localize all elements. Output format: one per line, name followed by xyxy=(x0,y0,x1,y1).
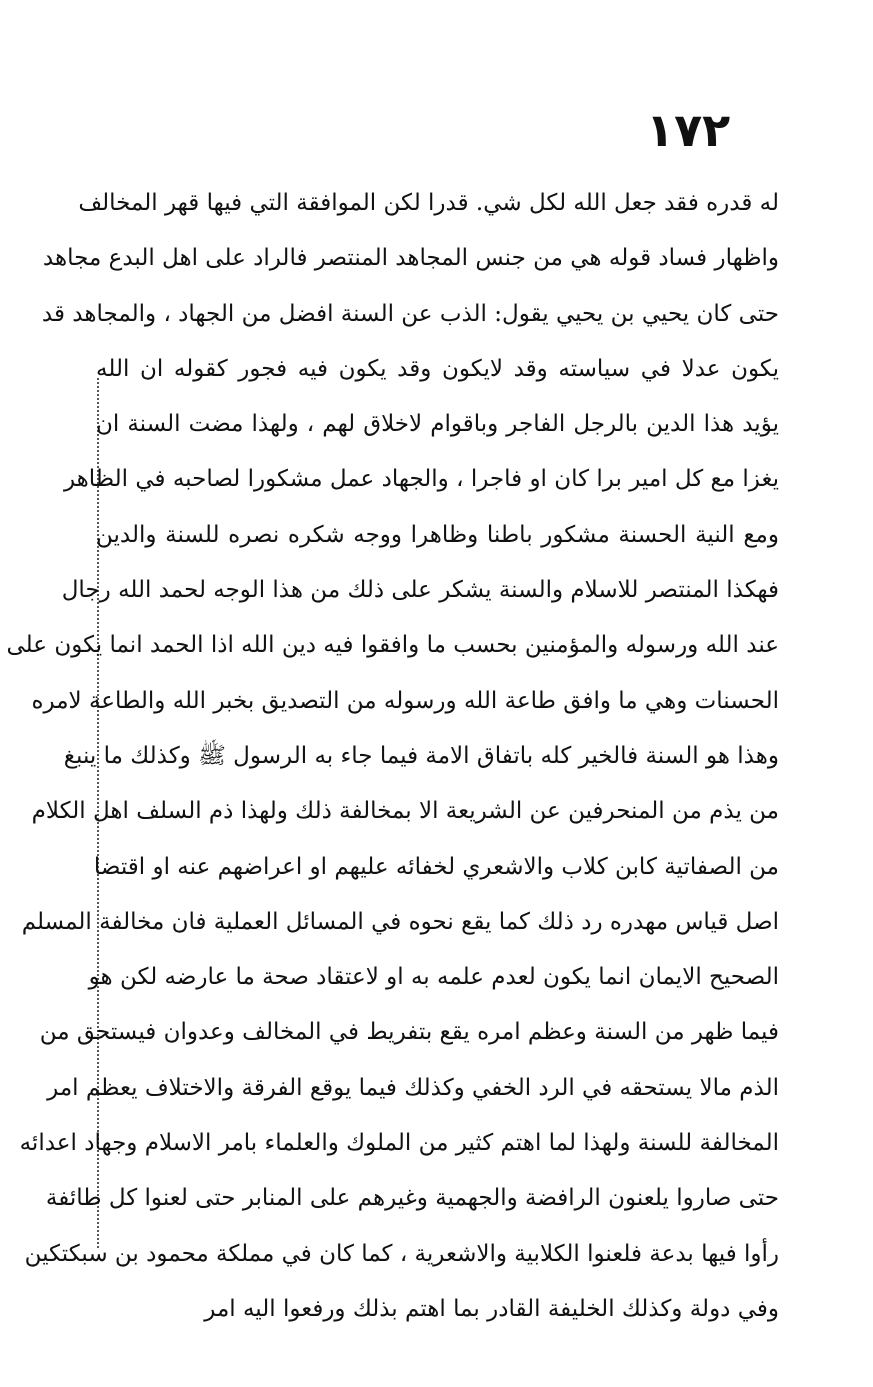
text-line: فهكذا المنتصر للاسلام والسنة يشكر على ذلك من هذا الوجه لحمد الله رجال xyxy=(61,577,779,604)
text-line: اصل قياس مهدره رد ذلك كما يقع نحوه في المسائل العملية فان مخالفة المسلم xyxy=(21,908,779,935)
text-line: فيما ظهر من السنة وعظم امره يقع بتفريط في المخالف وعدوان فيستحق من xyxy=(39,1019,779,1046)
text-line: حتى صاروا يلعنون الرافضة والجهمية وغيرهم على المنابر حتى لعنوا كل طائفة xyxy=(45,1185,779,1212)
text-line: حتى كان يحيي بن يحيي يقول: الذب عن السنة افضل من الجهاد ، والمجاهد قد xyxy=(41,300,779,327)
text-line: المخالفة للسنة ولهذا لما اهتم كثير من الملوك والعلماء بامر الاسلام وجهاد اعدائه xyxy=(19,1130,779,1157)
text-line: الحسنات وهي ما وافق طاعة الله ورسوله من التصديق بخبر الله والطاعة لامره xyxy=(31,687,779,714)
text-line: عند الله ورسوله والمؤمنين بحسب ما وافقوا فيه دين الله اذا الحمد انما يكون على xyxy=(6,632,779,659)
text-line: رأوا فيها بدعة فلعنوا الكلابية والاشعرية ، كما كان في مملكة محمود بن سبكتكين xyxy=(24,1240,779,1267)
text-line: ومع النية الحسنة مشكور باطنا وظاهرا ووجه شكره نصره للسنة والدين xyxy=(96,521,779,548)
body-text xyxy=(6,176,779,1337)
page-number: ١٧٢ xyxy=(646,103,731,157)
text-line: الذم مالا يستحقه في الرد الخفي وكذلك فيما يوقع الفرقة والاختلاف يعظم امر xyxy=(47,1074,779,1101)
text-line: من الصفاتية كابن كلاب والاشعري لخفائه عليهم او اعراضهم عنه او اقتضا xyxy=(93,853,779,880)
text-line: له قدره فقد جعل الله لكل شي. قدرا لكن الموافقة التي فيها قهر المخالف xyxy=(78,190,779,216)
text-line: يكون عدلا في سياسته وقد لايكون وقد يكون فيه فجور كقوله ان الله xyxy=(96,355,779,382)
text-line: وفي دولة وكذلك الخليفة القادر بما اهتم بذلك ورفعوا اليه امر xyxy=(204,1295,779,1322)
text-line: وهذا هو السنة فالخير كله باتفاق الامة فيما جاء به الرسول ﷺ وكذلك ما ينبغ xyxy=(63,742,779,769)
text-line: يؤيد هذا الدين بالرجل الفاجر وباقوام لاخلاق لهم ، ولهذا مضت السنة ان xyxy=(96,411,779,438)
text-line: الصحيح الايمان انما يكون لعدم علمه به او لاعتقاد صحة ما عارضه لكن هو xyxy=(88,964,779,991)
text-line: يغزا مع كل امير برا كان او فاجرا ، والجهاد عمل مشكورا لصاحبه في الظاهر xyxy=(63,466,779,493)
text-line: واظهار فساد قوله هي من جنس المجاهد المنتصر فالراد على اهل البدع مجاهد xyxy=(42,245,779,272)
text-line: من يذم من المنحرفين عن الشريعة الا بمخالفة ذلك ولهذا ذم السلف اهل الكلام xyxy=(31,798,779,825)
